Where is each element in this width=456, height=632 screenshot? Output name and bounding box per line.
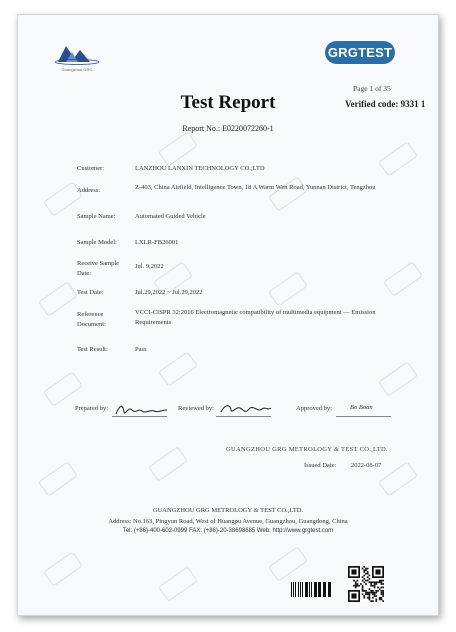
qr-module (377, 581, 379, 583)
qr-module (381, 581, 383, 583)
qr-module (363, 597, 365, 599)
qr-module (365, 593, 367, 595)
qr-module (367, 592, 369, 594)
qr-module (355, 581, 357, 583)
field-value-address: Z-403, China Airfield, Intelligence Town, 18 A Warm Wen Road, Yunnan District, Tengzhou (135, 184, 376, 191)
grgtest-logo: GRGTEST (325, 41, 395, 64)
qr-module (369, 593, 371, 595)
qr-module (362, 568, 364, 570)
grg-emblem-icon (48, 40, 106, 66)
qr-module (372, 597, 374, 599)
qr-module (370, 600, 372, 602)
qr-module (375, 569, 380, 574)
qr-module (382, 583, 384, 585)
qr-module (362, 587, 364, 589)
qr-module (365, 568, 367, 570)
field-value-test-result: Pass (135, 346, 147, 353)
qr-module (367, 597, 369, 599)
qr-module (355, 583, 357, 585)
qr-module (370, 585, 372, 587)
qr-module (382, 587, 384, 589)
qr-module (367, 573, 369, 575)
qr-module (357, 583, 359, 585)
qr-module (357, 585, 359, 587)
qr-module (363, 581, 365, 583)
prepared-by-label: Prepared by: (75, 405, 109, 412)
approved-signature: Bo Boan (350, 404, 373, 411)
field-label-test-date: Test Date: (77, 289, 104, 296)
qr-module (362, 593, 364, 595)
footer-company: GUANGZHOU GRG METROLOGY & TEST CO.,LTD. (152, 507, 304, 514)
qr-module (377, 587, 379, 589)
qr-code (348, 566, 384, 602)
field-label-customer: Customer: (77, 165, 105, 172)
qr-module (375, 600, 377, 602)
issued-date-value: 2022-08-07 (351, 462, 382, 469)
qr-module (369, 588, 371, 590)
qr-module (375, 581, 377, 583)
field-label-address: Address: (77, 187, 101, 194)
qr-module (363, 590, 365, 592)
reviewed-signature (218, 401, 273, 417)
qr-module (362, 580, 364, 582)
qr-module (374, 593, 376, 595)
report-number: Report No.: E0220072260-1 (182, 124, 274, 133)
qr-module (372, 581, 374, 583)
qr-module (367, 593, 369, 595)
qr-module (374, 595, 376, 597)
qr-module (367, 576, 369, 578)
qr-module (370, 583, 372, 585)
qr-module (362, 588, 364, 590)
page-number: Page 1 of 35 (353, 84, 391, 93)
field-label-receive-date: Receive Sample Date: (77, 260, 120, 277)
approved-signature-line (336, 416, 391, 417)
qr-module (381, 593, 383, 595)
qr-module (358, 585, 360, 587)
qr-module (381, 587, 383, 589)
qr-module (367, 580, 369, 582)
approved-by-label: Approved by: (296, 405, 332, 412)
qr-module (374, 581, 376, 583)
qr-module (365, 573, 367, 575)
qr-module (382, 595, 384, 597)
qr-module (353, 580, 355, 582)
qr-module (375, 590, 377, 592)
qr-module (381, 599, 383, 601)
qr-module (365, 580, 367, 582)
issuing-company: GUANGZHOU GRG METROLOGY & TEST CO.,LTD. (226, 446, 388, 453)
field-value-reference-document: VCCI-CISPR 32:2016 Electromagnetic compatibility of multimedia equipment — Emission Requirements (135, 309, 376, 326)
issued-date-label: Issued Date: (304, 462, 337, 469)
qr-module (369, 599, 371, 601)
qr-module (372, 592, 374, 594)
qr-module (351, 593, 356, 598)
qr-module (374, 587, 376, 589)
qr-module (379, 581, 381, 583)
qr-module (381, 597, 383, 599)
qr-module (369, 597, 371, 599)
qr-module (369, 578, 371, 580)
qr-module (372, 590, 374, 592)
qr-module (367, 571, 369, 573)
qr-module (370, 592, 372, 594)
qr-module (363, 566, 365, 568)
footer-address: Address: No.163, Pingyun Road, West of Huangpu Avenue, Guangzhou, Guangdong, China (108, 518, 348, 525)
qr-module (382, 580, 384, 582)
qr-module (363, 595, 365, 597)
qr-module (381, 590, 383, 592)
field-value-customer: LANZHOU LANXIN TECHNOLOGY CO.,LTD (135, 165, 265, 172)
qr-module (369, 575, 371, 577)
qr-module (363, 578, 365, 580)
qr-module (369, 581, 371, 583)
qr-module (382, 600, 384, 602)
qr-module (363, 569, 365, 571)
qr-module (365, 583, 367, 585)
qr-module (372, 593, 374, 595)
qr-module (367, 568, 369, 570)
qr-module (351, 569, 356, 574)
qr-module (374, 585, 376, 587)
qr-module (374, 592, 376, 594)
qr-module (382, 592, 384, 594)
field-label-reference-document: Reference Document: (77, 311, 106, 328)
verified-code: Verified code: 9331 1 (345, 99, 426, 109)
prepared-signature (114, 402, 169, 418)
field-value-sample-model: LXLR-FB26001 (135, 239, 179, 246)
qr-module (374, 583, 376, 585)
qr-module (379, 580, 381, 582)
qr-module (375, 595, 377, 597)
qr-module (363, 575, 365, 577)
field-label-sample-name: Sample Name: (77, 213, 116, 220)
qr-module (379, 599, 381, 601)
qr-module (355, 585, 357, 587)
barcode-bar (331, 582, 332, 597)
qr-module (369, 592, 371, 594)
qr-module (370, 590, 372, 592)
qr-module (381, 592, 383, 594)
qr-module (375, 583, 377, 585)
qr-module (382, 593, 384, 595)
qr-module (353, 585, 355, 587)
field-value-receive-date: Jul. 9,2022 (135, 263, 164, 270)
grg-logo-left (48, 40, 106, 76)
qr-module (362, 576, 364, 578)
field-value-sample-name: Automated Guided Vehicle (135, 213, 206, 220)
qr-module (375, 592, 377, 594)
qr-module (360, 583, 362, 585)
field-label-test-result: Test Result: (77, 346, 108, 353)
qr-module (381, 580, 383, 582)
left-logo-caption: Guangzhou GRG (61, 67, 93, 72)
qr-module (381, 583, 383, 585)
qr-module (362, 590, 364, 592)
qr-module (365, 590, 367, 592)
reviewed-by-label: Reviewed by: (178, 405, 214, 412)
qr-module (379, 597, 381, 599)
qr-module (363, 571, 365, 573)
page-title: Test Report (180, 92, 276, 113)
qr-module (382, 590, 384, 592)
qr-module (379, 588, 381, 590)
qr-module (362, 585, 364, 587)
qr-module (372, 585, 374, 587)
qr-module (375, 599, 377, 601)
barcode (291, 582, 346, 597)
qr-module (370, 581, 372, 583)
qr-module (377, 590, 379, 592)
footer-contact: Tel: (+86)-400-602-0999 FAX: (+86)-20-38698685 Web: http://www.grgtest.com (122, 528, 334, 534)
qr-module (372, 600, 374, 602)
qr-module (369, 595, 371, 597)
field-value-test-date: Jul.29,2022 ~ Jul.29,2022 (135, 289, 203, 296)
qr-module (365, 569, 367, 571)
qr-module (365, 592, 367, 594)
qr-module (355, 587, 357, 589)
qr-module (357, 580, 359, 582)
field-label-sample-model: Sample Model: (77, 239, 117, 246)
